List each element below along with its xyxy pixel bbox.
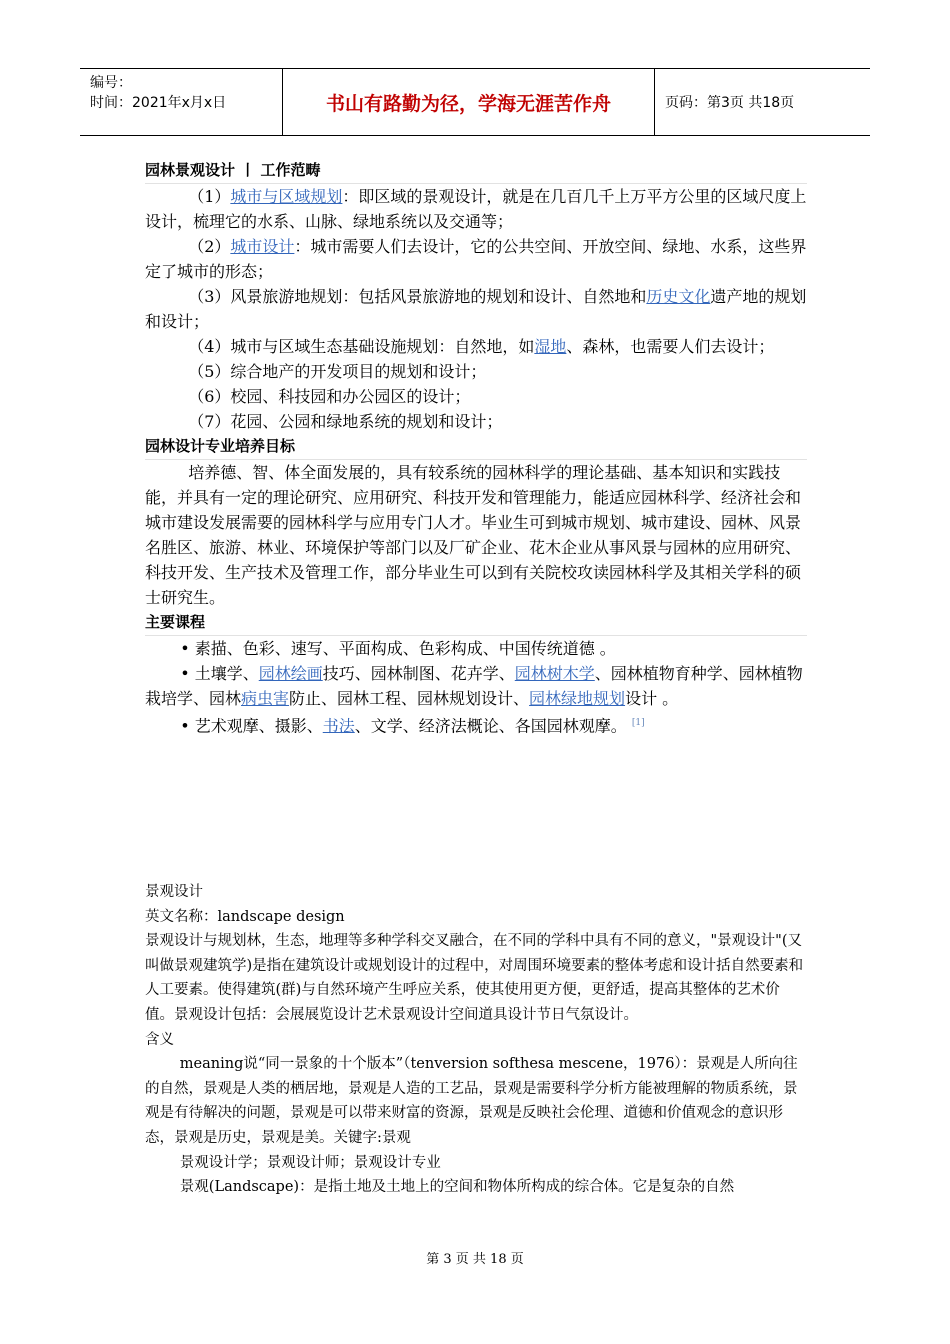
item-text: 设计 。 xyxy=(625,689,679,708)
item-text: 防止、园林工程、园林规划设计、 xyxy=(289,689,530,708)
item-text: 、园林植物育种学、园林植物栽培学、园林 xyxy=(145,664,803,708)
header-page-label: 页码：第3页 共18页 xyxy=(665,95,795,111)
landscape-intro: 景观设计与规划林，生态，地理等多种学科交叉融合，在不同的学科中具有不同的意义，"景观设计"(又叫做景观建筑学)是指在建筑设计或规划设计的过程中，对周围环境要素的整体考虑和设计括自然要素和人工要素。使得建筑(群)与自然环境产生呼应关系，使其使用更方便，更舒适，提高其整体的艺术价值。景观设计包括：会展展览设计艺术景观设计空间道具设计节日气氛设计。 xyxy=(145,933,804,1023)
item-text: 技巧、园林制图、花卉学、 xyxy=(322,664,515,683)
item-text: 土壤学、 xyxy=(194,664,259,683)
scope-item-5: （5）综合地产的开发项目的规划和设计； xyxy=(188,362,487,381)
link-pests[interactable]: 病虫害 xyxy=(241,689,290,708)
time-label: 时间：2021年x月x日 xyxy=(90,95,227,111)
main-content xyxy=(145,158,807,738)
header-meta xyxy=(80,69,283,135)
link-green-space-planning[interactable]: 园林绿地规划 xyxy=(529,689,626,708)
link-dendrology[interactable]: 园林树木学 xyxy=(514,664,595,683)
page-header xyxy=(80,68,870,136)
bullet: • xyxy=(180,664,190,683)
scope-item-6: （6）校园、科技园和办公园区的设计； xyxy=(188,387,471,406)
scope-item-2 xyxy=(145,234,807,284)
landscape-section xyxy=(145,880,807,1200)
item-text: （4）城市与区域生态基础设施规划：自然地，如 xyxy=(188,337,535,356)
item-text: ：即区域的景观设计，就是在几百几千上万平方公里的区域尺度上设计，梳理它的水系、山脉、绿地系统以及交通等； xyxy=(145,187,807,231)
goal-paragraph: 培养德、智、体全面发展的，具有较系统的园林科学的理论基础、基本知识和实践技能，并具有一定的理论研究、应用研究、科技开发和管理能力，能适应园林科学、经济社会和城市建设发展需要的园林科学与应用专门人才。毕业生可到城市规划、城市建设、园林、风景名胜区、旅游、林业、环境保护等部门以及厂矿企业、花木企业从事风景与园林的应用研究、科技开发、生产技术及管理工作，部分毕业生可以到有关院校攻读园林科学及其相关学科的硕士研究生。 xyxy=(145,463,802,607)
link-wetland[interactable]: 湿地 xyxy=(534,337,567,356)
keywords-line: 景观设计学；景观设计师；景观设计专业 xyxy=(179,1154,441,1171)
link-urban-regional-planning[interactable]: 城市与区域规划 xyxy=(230,187,343,206)
goal-heading: 园林设计专业培养目标 xyxy=(145,434,807,460)
scope-heading: 园林景观设计 丨 工作范畴 xyxy=(145,158,807,184)
reference-link[interactable]: [1] xyxy=(631,718,645,728)
meaning-heading: 含义 xyxy=(145,1031,174,1048)
meaning-paragraph: meaning说“同一景象的十个版本”（tenversion softhesa mescene，1976）：景观是人所向往的自然，景观是人类的栖居地，景观是人造的工艺品，景观是需要科学分析方能被理解的物质系统，景观是有待解决的问题，景观是可以带来财富的资源，景观是反映社会伦理、道德和价值观念的意识形态，景观是历史，景观是美。关键字:景观 xyxy=(145,1056,798,1146)
bullet: • xyxy=(180,639,190,658)
course-item-3 xyxy=(145,711,807,738)
header-motto: 书山有路勤为径，学海无涯苦作舟 xyxy=(283,69,655,135)
link-urban-design[interactable]: 城市设计 xyxy=(230,237,295,256)
course-item-1 xyxy=(145,636,807,661)
item-text: 艺术观摩、摄影、 xyxy=(194,716,323,736)
page-footer: 第 3 页 共 18 页 xyxy=(426,1252,524,1267)
link-garden-painting[interactable]: 园林绘画 xyxy=(258,664,323,683)
scope-item-4 xyxy=(145,334,807,359)
scope-item-3 xyxy=(145,284,807,334)
scope-item-7: （7）花园、公园和绿地系统的规划和设计； xyxy=(188,412,503,431)
courses-heading: 主要课程 xyxy=(145,610,807,636)
item-text: 遗产地的规划和设计； xyxy=(145,287,807,331)
link-calligraphy[interactable]: 书法 xyxy=(322,716,355,736)
item-prefix: （2） xyxy=(188,237,231,256)
scope-item-1 xyxy=(145,184,807,234)
landscape-title: 景观设计 xyxy=(145,884,203,900)
english-name: 英文名称：landscape design xyxy=(145,908,345,925)
landscape-definition: 景观(Landscape)：是指土地及土地上的空间和物体所构成的综合体。它是复杂的自然 xyxy=(179,1179,735,1196)
item-text: ：城市需要人们去设计，它的公共空间、开放空间、绿地、水系，这些界定了城市的形态； xyxy=(145,237,807,281)
item-text: 素描、色彩、速写、平面构成、色彩构成、中国传统道德 。 xyxy=(194,639,616,658)
course-item-2 xyxy=(145,661,807,711)
number-label: 编号： xyxy=(90,75,132,91)
item-text: 、文学、经济法概论、各国园林观摩。 xyxy=(354,716,627,736)
bullet: • xyxy=(180,716,190,736)
link-historical-culture[interactable]: 历史文化 xyxy=(646,287,711,306)
item-text: 、森林，也需要人们去设计； xyxy=(566,337,775,356)
item-text: （3）风景旅游地规划：包括风景旅游地的规划和设计、自然地和 xyxy=(188,287,647,306)
item-prefix: （1） xyxy=(188,187,231,206)
